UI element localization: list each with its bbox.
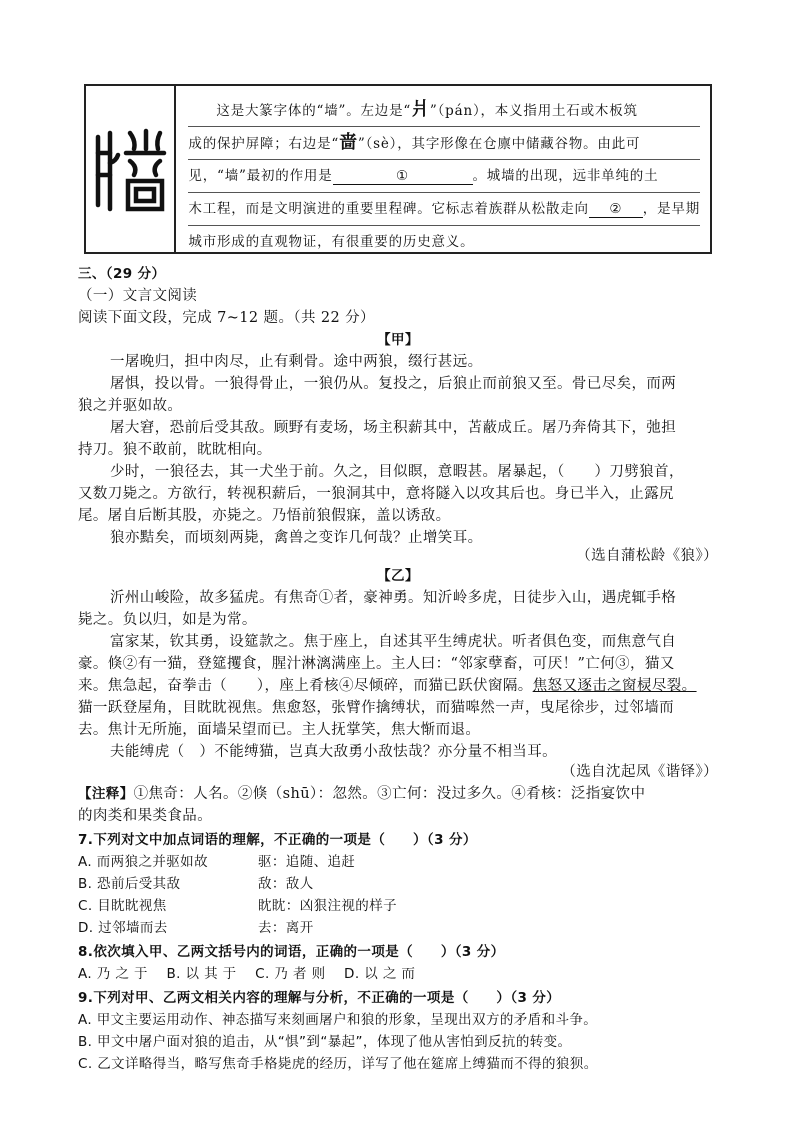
seal-text-segment: 这是大篆字体的“墙”。左边是“ <box>216 103 412 119</box>
yi-line-3: 富家某，钦其勇，设筵款之。焦于座上，自述其平生缚虎状。听者俱色变，而焦意气自 <box>110 634 677 650</box>
seal-text-segment: ，是早期 <box>642 201 700 217</box>
seal-text-segment: ”（sè），其字形像在仓廪中储藏谷物。由此可 <box>357 136 641 152</box>
jia-para-3-line-2: 持刀。狼不敢前，眈眈相向。 <box>78 442 272 458</box>
q7-option-b-gloss: 敌：敌人 <box>258 876 314 892</box>
jia-para-4-line-2: 又数刀毙之。方欲行，转视积薪后，一狼洞其中，意将隧入以攻其后也。身已半入，止露尻 <box>78 486 674 502</box>
q7-option-b[interactable] <box>78 874 718 894</box>
yi-source: （选自沈起凤《谐铎》） <box>561 764 718 780</box>
yi-line-5-text: 来。焦急起，奋拳击（ ），座上肴核④尽倾碎，而猫已跃伏窗隔。 <box>78 678 533 694</box>
seal-text-segment: 。城墙的出现，远非单纯的土 <box>472 168 659 184</box>
seal-text-segment: 木工程，而是文明演进的重要里程碑。它标志着族群从松散走向 <box>188 201 589 217</box>
q7-option-c[interactable] <box>78 896 718 916</box>
notes-line-2: 的肉类和果类食品。 <box>78 808 213 824</box>
blank-2[interactable]: ② <box>589 201 643 218</box>
yi-line-5 <box>78 676 718 696</box>
seal-line-3 <box>188 160 700 193</box>
seal-character-qiang-icon <box>90 119 170 219</box>
jia-para-2-line-2: 狼之并驱如故。 <box>78 398 183 414</box>
seal-line-4 <box>188 193 700 226</box>
yi-line-7: 去。焦计无所施，面墙呆望而已。主人抚掌笑，焦大惭而退。 <box>78 722 481 738</box>
seal-character-cell <box>86 86 176 252</box>
yi-underlined-sentence: 焦怒又逐击之窗棂尽裂。 <box>532 678 697 694</box>
passage-yi-label: 【乙】 <box>377 568 419 584</box>
seal-text-segment: ”（pán），本义指用土石或木板筑 <box>429 103 638 119</box>
section-subheading: （一）文言文阅读 <box>78 288 198 304</box>
seal-glyph-se: 啬 <box>339 132 358 153</box>
seal-line-5 <box>188 226 700 258</box>
q7-option-b-text: B. 恐前后受其敌 <box>78 876 181 892</box>
yi-line-6: 猫一跃登屋角，目眈眈视焦。焦愈怒，张臂作擒缚状，而猫嗥然一声，曳尾徐步，过邻墙而 <box>78 700 674 716</box>
jia-para-2-line-1: 屠惧，投以骨。一狼得骨止，一狼仍从。复投之，后狼止而前狼又至。骨已尽矣，而两 <box>110 376 677 392</box>
notes-text-1: ①焦奇：人名。②倏（shū）：忽然。③亡何：没过多久。④肴核：泛指宴饮中 <box>133 786 646 802</box>
question-9-stem: 9.下列对甲、乙两文相关内容的理解与分析，不正确的一项是（ ）（3 分） <box>78 990 561 1006</box>
q9-option-a[interactable]: A. 甲文主要运用动作、神态描写来刻画屠户和狼的形象，呈现出双方的矛盾和斗争。 <box>78 1012 598 1028</box>
q7-option-d-gloss: 去：离开 <box>258 920 314 936</box>
seal-script-box <box>84 84 712 254</box>
q7-option-c-gloss: 眈眈：凶狠注视的样子 <box>258 898 397 914</box>
jia-para-4-line-3: 尾。屠自后断其股，亦毙之。乃悟前狼假寐，盖以诱敌。 <box>78 508 451 524</box>
seal-text-segment: 城市形成的直观物证，有很重要的历史意义。 <box>188 234 475 250</box>
jia-para-3-line-1: 屠大窘，恐前后受其敌。顾野有麦场，场主积薪其中，苫蔽成丘。屠乃奔倚其下，弛担 <box>110 420 677 436</box>
blank-1[interactable]: ① <box>333 168 473 185</box>
q9-option-b[interactable]: B. 甲文中屠户面对狼的追击，从“惧”到“暴起”，体现了他从害怕到反抗的转变。 <box>78 1034 572 1050</box>
q8-options[interactable]: A. 乃 之 于 B. 以 其 于 C. 乃 者 则 D. 以 之 而 <box>78 966 416 982</box>
yi-line-8: 夫能缚虎（ ）不能缚猫，岂真大敌勇小敌怯哉？亦分量不相当耳。 <box>110 744 557 760</box>
yi-line-2: 毙之。负以归，如是为常。 <box>78 612 257 628</box>
q9-option-c[interactable]: C. 乙文详略得当，略写焦奇手格毙虎的经历，详写了他在筵席上缚猫而不得的狼狈。 <box>78 1056 598 1072</box>
seal-text-segment: 见，“墙”最初的作用是 <box>188 168 333 184</box>
seal-glyph-pan: 爿 <box>411 99 430 120</box>
q7-option-d[interactable] <box>78 918 718 938</box>
seal-text-segment: 成的保护屏障；右边是“ <box>188 136 340 152</box>
q7-option-a-text: A. 而两狼之并驱如故 <box>78 854 208 870</box>
q7-option-a[interactable] <box>78 852 718 872</box>
question-8-stem: 8.依次填入甲、乙两文括号内的词语，正确的一项是（ ）（3 分） <box>78 944 505 960</box>
jia-source: （选自蒲松龄《狼》） <box>576 548 718 564</box>
notes-line-1 <box>78 784 718 804</box>
section-heading: 三、（29 分） <box>78 266 166 282</box>
q7-option-a-gloss: 驱：追随、追赶 <box>258 854 356 870</box>
yi-line-4: 豪。倏②有一猫，登筵攫食，腥汁淋漓满座上。主人曰：“邻家孽畜，可厌！”亡何③，猫又 <box>78 656 675 672</box>
jia-para-4-line-1: 少时，一狼径去，其一犬坐于前。久之，目似瞑，意暇甚。屠暴起，（ ）刀劈狼首， <box>110 464 684 480</box>
question-7-stem: 7.下列对文中加点词语的理解，不正确的一项是（ ）（3 分） <box>78 832 477 848</box>
seal-explanation <box>176 86 710 252</box>
reading-instruction: 阅读下面文段，完成 7~12 题。（共 22 分） <box>78 310 375 326</box>
jia-para-1: 一屠晚归，担中肉尽，止有剩骨。途中两狼，缀行甚远。 <box>110 354 483 370</box>
passage-jia-label: 【甲】 <box>377 332 419 348</box>
q7-option-c-text: C. 目眈眈视焦 <box>78 898 167 914</box>
jia-para-5: 狼亦黠矣，而顷刻两毙，禽兽之变诈几何哉？止增笑耳。 <box>110 530 483 546</box>
q7-option-d-text: D. 过邻墙而去 <box>78 920 168 936</box>
seal-line-1 <box>188 94 700 127</box>
yi-line-1: 沂州山峻险，故多猛虎。有焦奇①者，豪神勇。知沂岭多虎，日徒步入山，遇虎辄手格 <box>110 590 677 606</box>
notes-label: 【注释】 <box>78 786 134 802</box>
seal-line-2 <box>188 127 700 160</box>
